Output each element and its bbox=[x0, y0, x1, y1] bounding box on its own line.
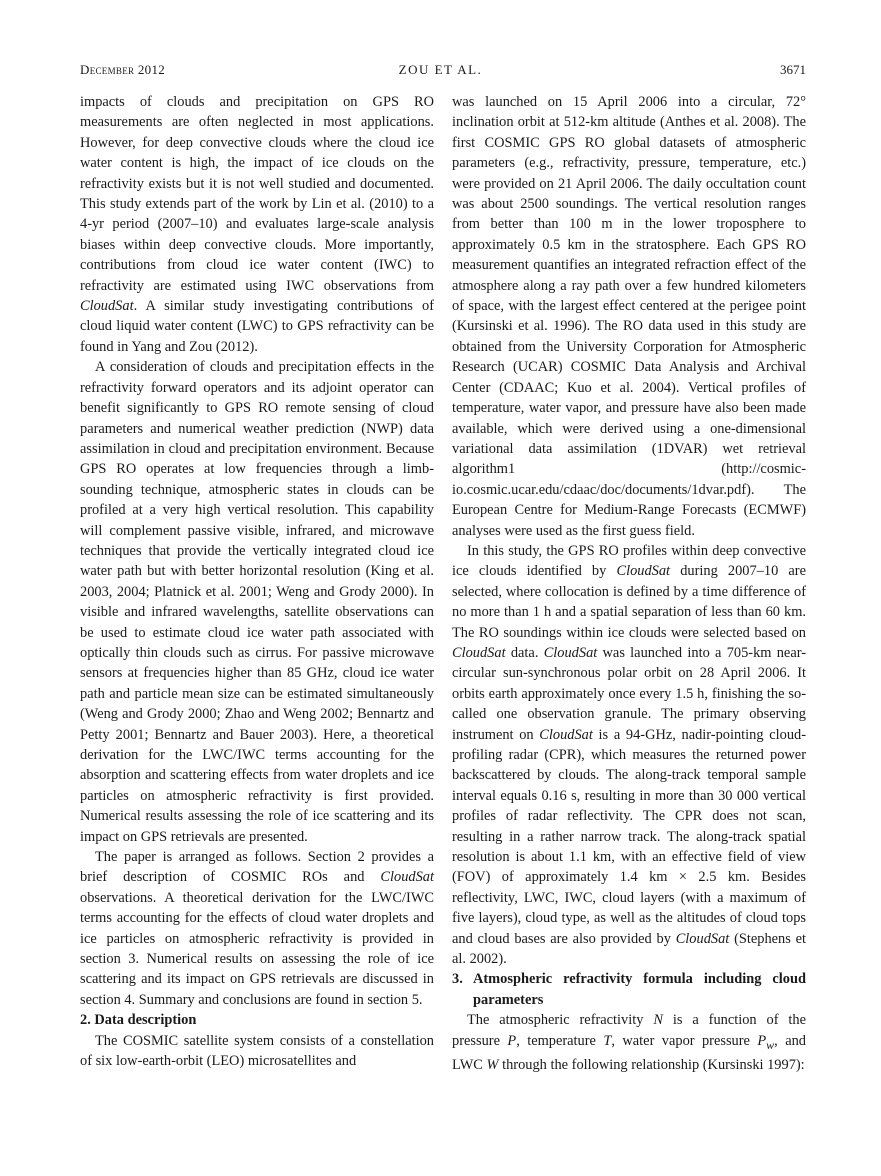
paragraph: The atmospheric refractivity N is a function of the pressure P, temperature T, water vapor pressure $P_w$, and LWC W through the following relationship (Kursinski 1997): bbox=[452, 1012, 806, 1073]
paragraph: impacts of clouds and precipitation on GPS RO measurements are often neglected in most applications. However, for deep convective clouds where the cloud ice water content is high, the impact of ice clouds on the refractivity exists but it is not well studied and documented. This study extends part of the work by Lin et al. (2010) to a 4-yr period (2007–10) and evaluates large-scale analysis biases within deep convective clouds. More importantly, contributions from cloud ice water content (IWC) to refractivity are estimated using IWC observations from CloudSat. A similar study investigating contributions of cloud liquid water content (LWC) to GPS refractivity can be found in Yang and Zou (2012). bbox=[80, 94, 434, 355]
section-heading: 2. Data description bbox=[80, 1012, 197, 1029]
section-heading: 3. Atmospheric refractivity formula including cloud parameters bbox=[452, 971, 806, 1008]
paragraph: The paper is arranged as follows. Section 2 provides a brief description of COSMIC ROs and CloudSat observations. A theoretical derivation for the LWC/IWC terms accounting for the effects of cloud water droplets and ice particles on atmospheric refractivity is provided in section 3. Numerical results on assessing the role of ice scattering and its impact on GPS retrievals are discussed in section 4. Summary and conclusions are found in section 5. bbox=[80, 849, 434, 1008]
running-header-date: December 2012 bbox=[80, 62, 166, 77]
paragraph: The COSMIC satellite system consists of a constellation of six low-earth-orbit (LEO) microsatellites and bbox=[80, 1032, 434, 1070]
running-header-authors: ZOU ET AL. bbox=[398, 62, 483, 77]
left-column bbox=[80, 92, 434, 1072]
paragraph: was launched on 15 April 2006 into a circular, 72° inclination orbit at 512-km altitude (Anthes et al. 2008). The first COSMIC GPS RO global datasets of atmospheric parameters (e.g., refractivity, pressure, temperature, etc.) were provided on 21 April 2006. The daily occultation count was about 2500 soundings. The vertical resolution ranges from better than 100 m in the lower troposphere to approximately 0.5 km in the stratosphere. Each GPS RO measurement quantifies an integrated refraction effect of the atmosphere along a ray path over a few hundred kilometers of space, with the largest effect centered at the perigee point (Kursinski et al. 1996). The RO data used in this study are obtained from the University Corporation for Atmospheric Research (UCAR) COSMIC Data Analysis and Archival Center (CDAAC; Kuo et al. 2004). Vertical profiles of temperature, water vapor, and pressure have also been made available, which were derived using a one-dimensional variational data assimilation (1DVAR) wet retrieval algorithm1 (http://cosmic-io.cosmic.ucar.edu/cdaac/doc/documents/1dvar.pdf). The European Centre for Medium-Range Forecasts (ECMWF) analyses were used as the first guess field. bbox=[452, 94, 806, 539]
page-number: 3671 bbox=[780, 62, 806, 77]
right-column bbox=[452, 92, 806, 1075]
paragraph: In this study, the GPS RO profiles within deep convective ice clouds identified by CloudSat during 2007–10 are selected, where collocation is defined by a time difference of no more than 1 h and a spatial separation of less than 60 km. The RO soundings within ice clouds were selected based on CloudSat data. CloudSat was launched into a 705-km near-circular sun-synchronous polar orbit on 28 April 2006. It orbits earth approximately once every 1.5 h, finishing the so-called one observation granule. The primary observing instrument on CloudSat is a 94-GHz, nadir-pointing cloud-profiling radar (CPR), which measures the returned power backscattered by clouds. The along-track temporal sample interval equals 0.16 s, resulting in more than 30 000 vertical profiles of radar reflectivity. The CPR does not scan, resulting in a rather narrow track. The along-track spatial resolution is about 1.1 km, with an effective field of view (FOV) of approximately 1.4 km × 2.5 km. Besides reflectivity, LWC, IWC, cloud layers (with a maximum of five layers), cloud type, as well as the altitudes of cloud tops and cloud bases are also provided by CloudSat (Stephens et al. 2002). bbox=[452, 542, 806, 968]
paragraph: A consideration of clouds and precipitation effects in the refractivity forward operators and its adjoint operator can benefit significantly to GPS RO remote sensing of cloud parameters and numerical weather prediction (NWP) data assimilation in cloud and precipitation environment. Because GPS RO operates at low frequencies through a limb-sounding technique, atmospheric states in clouds can be profiled at a very high vertical resolution. This capability will complement passive visible, infrared, and microwave techniques that provide the vertically integrated cloud ice water path but with better horizontal resolution (King et al. 2003, 2004; Platnick et al. 2001; Weng and Grody 2000). In visible and infrared wavelengths, satellite observations can be used to estimate cloud ice water path associated with optically thin clouds such as cirrus. For passive microwave sensors at frequencies higher than 85 GHz, cloud ice water path and particle mean size can be estimated simultaneously (Weng and Grody 2000; Zhao and Weng 2002; Bennartz and Petty 2001; Bennartz and Bauer 2003). Here, a theoretical derivation for the LWC/IWC terms accounting for the absorption and scattering effects from water droplets and ice particles on atmospheric refractivity is first provided. Numerical results assessing the role of ice scattering and its impact on GPS retrievals are presented. bbox=[80, 359, 434, 845]
